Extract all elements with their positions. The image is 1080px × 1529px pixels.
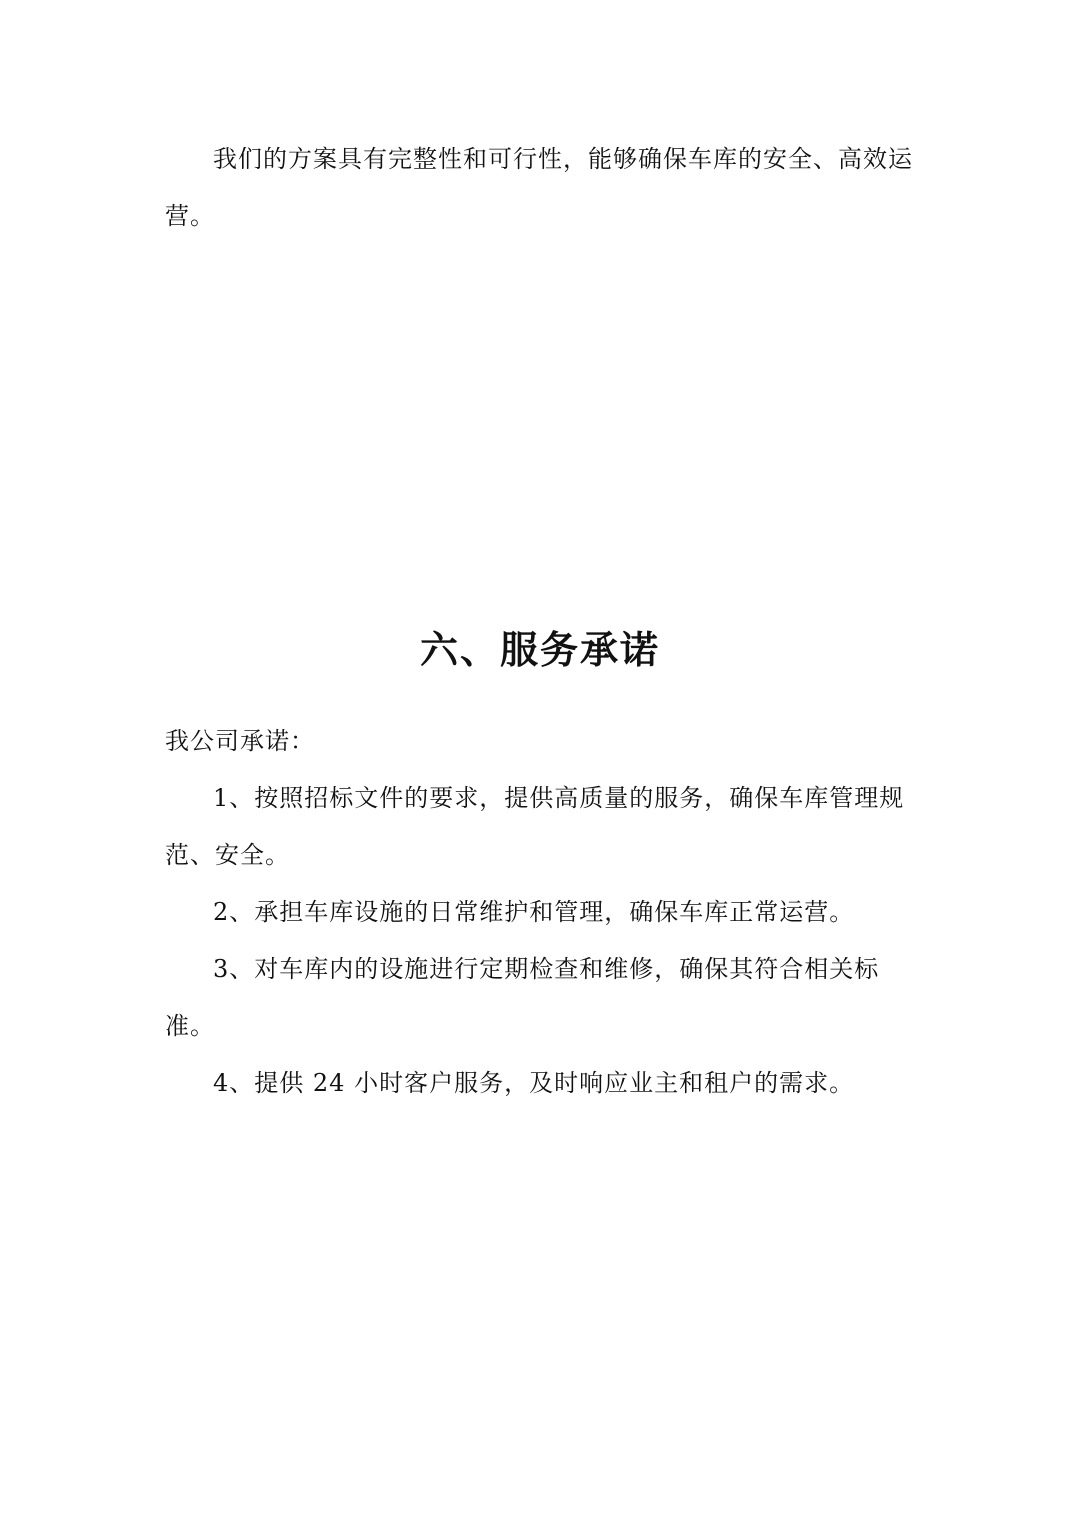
intro-section bbox=[165, 131, 917, 245]
intro-paragraph: 我们的方案具有完整性和可行性，能够确保车库的安全、高效运营。 bbox=[165, 145, 913, 230]
promise-item-4: 4、提供 24 小时客户服务，及时响应业主和租户的需求。 bbox=[213, 1069, 855, 1097]
promise-section bbox=[165, 713, 917, 1112]
section-heading: 六、服务承诺 bbox=[419, 627, 660, 672]
promise-item-2: 2、承担车库设施的日常维护和管理，确保车库正常运营。 bbox=[213, 898, 855, 926]
promise-item-1: 1、按照招标文件的要求，提供高质量的服务，确保车库管理规范、安全。 bbox=[165, 784, 905, 869]
promise-item-3: 3、对车库内的设施进行定期检查和维修，确保其符合相关标准。 bbox=[165, 955, 880, 1040]
promise-lead: 我公司承诺： bbox=[165, 727, 315, 755]
